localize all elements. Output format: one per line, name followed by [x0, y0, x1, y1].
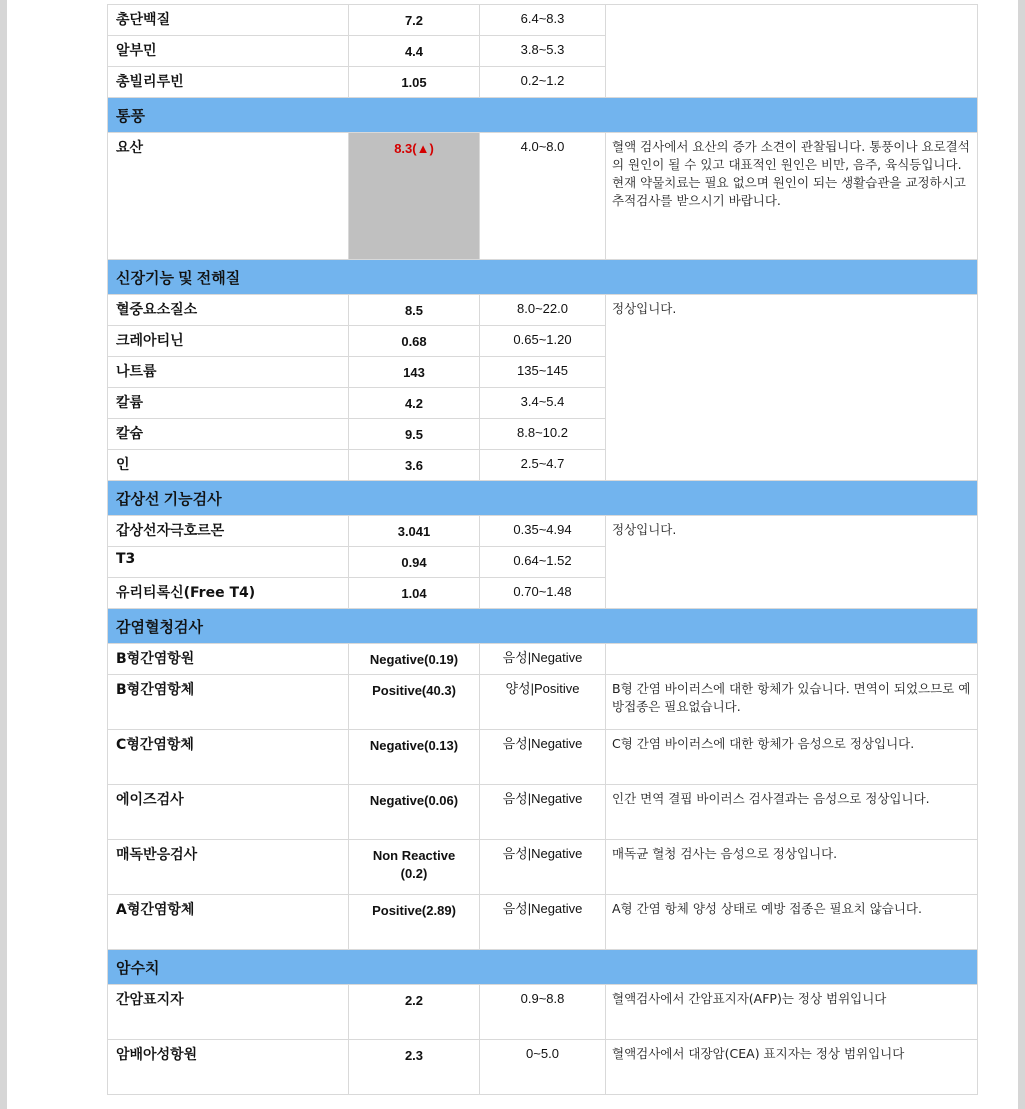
reference-range: 음성|Negative: [480, 644, 606, 675]
test-name: 암배아성항원: [108, 1040, 349, 1095]
test-value: 2.3: [349, 1040, 480, 1095]
result-comment: 정상입니다.: [606, 295, 978, 481]
test-value: Negative(0.19): [349, 644, 480, 675]
result-comment: B형 간염 바이러스에 대한 항체가 있습니다. 면역이 되었으므로 예방접종은 필요없습니다.: [606, 675, 978, 730]
section-header-kidney: [108, 260, 978, 295]
test-name: 총단백질: [108, 5, 349, 36]
reference-range: 3.4~5.4: [480, 388, 606, 419]
section-header-infection: [108, 609, 978, 644]
result-comment: 혈액검사에서 간암표지자(AFP)는 정상 범위입니다: [606, 985, 978, 1040]
table-row: [108, 785, 978, 840]
reference-range: 0.64~1.52: [480, 547, 606, 578]
section-header-gout: [108, 98, 978, 133]
test-name: A형간염항체: [108, 895, 349, 950]
test-value: 9.5: [349, 419, 480, 450]
result-comment: 혈액 검사에서 요산의 증가 소견이 관찰됩니다. 통풍이나 요로결석의 원인이 될 수 있고 대표적인 원인은 비만, 음주, 육식등입니다. 현재 약물치료는 필요 없으며 원인이 되는 생활습관을 교정하시고 추적검사를 받으시기 바랍니다.: [606, 133, 978, 260]
test-value: 4.4: [349, 36, 480, 67]
section-header-thyroid: [108, 481, 978, 516]
test-value: 1.04: [349, 578, 480, 609]
reference-range: 3.8~5.3: [480, 36, 606, 67]
table-row: [108, 895, 978, 950]
section-title: 신장기능 및 전해질: [108, 260, 978, 295]
test-name: 인: [108, 450, 349, 481]
test-name: 에이즈검사: [108, 785, 349, 840]
reference-range: 0~5.0: [480, 1040, 606, 1095]
reference-range: 8.8~10.2: [480, 419, 606, 450]
test-value: Positive(40.3): [349, 675, 480, 730]
test-name: 칼슘: [108, 419, 349, 450]
result-comment: [606, 644, 978, 675]
reference-range: 135~145: [480, 357, 606, 388]
table-row: [108, 675, 978, 730]
test-name: T3: [108, 547, 349, 578]
test-name: C형간염항체: [108, 730, 349, 785]
table-row: [108, 1040, 978, 1095]
test-value: Negative(0.13): [349, 730, 480, 785]
test-name: 크레아티닌: [108, 326, 349, 357]
test-name: 갑상선자극호르몬: [108, 516, 349, 547]
test-value: 4.2: [349, 388, 480, 419]
test-name: B형간염항체: [108, 675, 349, 730]
result-comment: 정상입니다.: [606, 516, 978, 609]
result-comment: 매독균 혈청 검사는 음성으로 정상입니다.: [606, 840, 978, 895]
table-row: [108, 5, 978, 36]
lab-results-table: [107, 4, 978, 1095]
test-value: 7.2: [349, 5, 480, 36]
report-page: [7, 0, 1018, 1109]
abnormal-test-value: 8.3(▲): [349, 133, 480, 260]
test-name: 알부민: [108, 36, 349, 67]
test-value: Non Reactive (0.2): [349, 840, 480, 895]
table-row: [108, 840, 978, 895]
test-value: Positive(2.89): [349, 895, 480, 950]
reference-range: 6.4~8.3: [480, 5, 606, 36]
reference-range: 2.5~4.7: [480, 450, 606, 481]
section-title: 갑상선 기능검사: [108, 481, 978, 516]
reference-range: 음성|Negative: [480, 730, 606, 785]
test-value: 0.68: [349, 326, 480, 357]
reference-range: 0.2~1.2: [480, 67, 606, 98]
test-name: 총빌리루빈: [108, 67, 349, 98]
reference-range: 음성|Negative: [480, 895, 606, 950]
test-value: 143: [349, 357, 480, 388]
reference-range: 8.0~22.0: [480, 295, 606, 326]
result-comment: A형 간염 항체 양성 상태로 예방 접종은 필요치 않습니다.: [606, 895, 978, 950]
test-value: Negative(0.06): [349, 785, 480, 840]
table-row: [108, 295, 978, 326]
reference-range: 0.9~8.8: [480, 985, 606, 1040]
section-header-tumor: [108, 950, 978, 985]
test-value: 1.05: [349, 67, 480, 98]
reference-range: 4.0~8.0: [480, 133, 606, 260]
section-title: 암수치: [108, 950, 978, 985]
reference-range: 음성|Negative: [480, 785, 606, 840]
table-row: [108, 985, 978, 1040]
test-name: 유리티록신(Free T4): [108, 578, 349, 609]
test-value: 8.5: [349, 295, 480, 326]
section-title: 통풍: [108, 98, 978, 133]
test-value: 3.041: [349, 516, 480, 547]
section-title: 감염혈청검사: [108, 609, 978, 644]
reference-range: 0.35~4.94: [480, 516, 606, 547]
result-comment: C형 간염 바이러스에 대한 항체가 음성으로 정상입니다.: [606, 730, 978, 785]
comment-cell: [606, 5, 978, 98]
test-name: 매독반응검사: [108, 840, 349, 895]
reference-range: 0.70~1.48: [480, 578, 606, 609]
table-row: [108, 730, 978, 785]
test-name: 요산: [108, 133, 349, 260]
reference-range: 0.65~1.20: [480, 326, 606, 357]
result-comment: 혈액검사에서 대장암(CEA) 표지자는 정상 범위입니다: [606, 1040, 978, 1095]
test-name: 칼륨: [108, 388, 349, 419]
test-value: 2.2: [349, 985, 480, 1040]
table-row: [108, 133, 978, 260]
test-name: B형간염항원: [108, 644, 349, 675]
test-value: 0.94: [349, 547, 480, 578]
reference-range: 음성|Negative: [480, 840, 606, 895]
test-name: 간암표지자: [108, 985, 349, 1040]
table-row: [108, 644, 978, 675]
table-row: [108, 516, 978, 547]
test-value: 3.6: [349, 450, 480, 481]
reference-range: 양성|Positive: [480, 675, 606, 730]
test-name: 나트륨: [108, 357, 349, 388]
result-comment: 인간 면역 결핍 바이러스 검사결과는 음성으로 정상입니다.: [606, 785, 978, 840]
test-name: 혈중요소질소: [108, 295, 349, 326]
